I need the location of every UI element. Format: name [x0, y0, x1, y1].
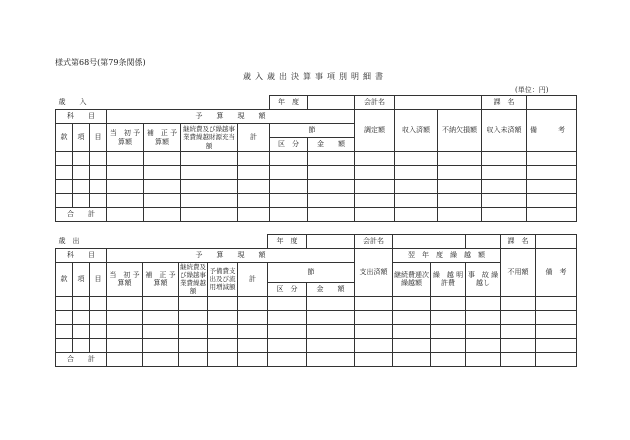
subject-header: 科 目	[56, 110, 107, 124]
setsu-header: 節	[268, 263, 355, 283]
account-field[interactable]	[393, 235, 466, 249]
fiscal-year-label: 年 度	[270, 96, 308, 110]
department-label: 課 名	[501, 235, 536, 249]
revenue-data-row	[56, 152, 577, 166]
fiscal-year-field[interactable]	[307, 235, 355, 249]
expenditure-data-row	[56, 296, 577, 310]
expenditure-data-row	[56, 310, 577, 324]
expenditure-data-row	[56, 338, 577, 352]
revenue-total-row	[56, 208, 577, 222]
expenditure-total-row	[56, 352, 577, 366]
continued-carryover-header: 継続費逓次繰越額	[393, 263, 431, 297]
account-field[interactable]	[395, 96, 482, 110]
department-field[interactable]	[527, 96, 577, 110]
budget-header: 予 算 現 額	[107, 249, 355, 263]
explicit-carryover-header: 繰 越 明許費	[431, 263, 466, 297]
supplementary-budget-header: 補 正 予算額	[143, 263, 179, 297]
remarks-header: 備 考	[527, 110, 577, 152]
amount-header: 金 額	[308, 138, 355, 152]
amount-header: 金 額	[307, 282, 355, 296]
carryover-header: 継続費及び繰越事業費繰越財源充当額	[181, 124, 238, 152]
document-title: 歳入歳出決算事項別明細書	[243, 72, 387, 81]
moku-header: 目	[90, 263, 107, 297]
received-header: 収入済額	[395, 110, 438, 152]
revenue-data-row	[56, 194, 577, 208]
kan-header: 款	[56, 124, 73, 152]
revenue-data-row	[56, 166, 577, 180]
revenue-section-label: 歳 入	[56, 96, 107, 110]
subject-header: 科 目	[56, 249, 107, 263]
department-field[interactable]	[536, 235, 577, 249]
revenue-data-row	[56, 180, 577, 194]
revenue-header-row-1	[56, 110, 577, 124]
unused-header: 不用額	[501, 249, 536, 297]
fiscal-year-field[interactable]	[308, 96, 355, 110]
uncollected-header: 収入未済額	[482, 110, 527, 152]
revenue-info-row	[56, 96, 577, 110]
accident-carryover-header: 事 故 繰越し	[466, 263, 501, 297]
budget-total-header: 計	[238, 263, 268, 297]
carryover-header: 継続費及び繰越事業費繰越額	[180, 263, 207, 296]
budget-header: 予 算 現 額	[107, 110, 355, 124]
category-header: 区 分	[268, 282, 307, 296]
supplementary-budget-header: 補 正 予算額	[144, 124, 181, 152]
remarks-header: 備 考	[536, 249, 577, 297]
revenue-table	[55, 95, 577, 222]
category-header: 区 分	[270, 138, 308, 152]
expenditure-table	[55, 234, 577, 367]
expenditure-header-row-1	[56, 249, 577, 263]
expenditure-total-label: 合 計	[56, 352, 107, 366]
fiscal-year-label: 年 度	[268, 235, 307, 249]
expenditure-info-row	[56, 235, 577, 249]
unit-label: (単位：円)	[515, 86, 549, 94]
kou-header: 項	[73, 124, 90, 152]
expenditure-section-label: 歳 出	[56, 235, 107, 249]
losses-header: 不納欠損額	[438, 110, 482, 152]
expenditure-data-row	[56, 324, 577, 338]
initial-budget-header: 当 初 予算額	[107, 263, 143, 297]
initial-budget-header: 当 初 予算額	[107, 124, 144, 152]
assessed-header: 調定額	[355, 110, 395, 152]
paid-header: 支出済額	[355, 249, 393, 297]
reserve-fund-header: 予備費支出及び流用増減額	[208, 263, 238, 297]
kou-header: 項	[73, 263, 90, 297]
department-label: 課 名	[482, 96, 527, 110]
account-label: 会計名	[355, 96, 395, 110]
setsu-header: 節	[270, 124, 355, 138]
budget-total-header: 計	[238, 124, 270, 152]
next-year-carryover-header: 翌 年 度 繰 越 額	[393, 249, 501, 263]
form-number: 様式第68号(第79条関係)	[55, 58, 146, 67]
moku-header: 目	[90, 124, 107, 152]
account-label: 会計名	[355, 235, 393, 249]
revenue-total-label: 合 計	[56, 208, 107, 222]
kan-header: 款	[56, 263, 73, 297]
